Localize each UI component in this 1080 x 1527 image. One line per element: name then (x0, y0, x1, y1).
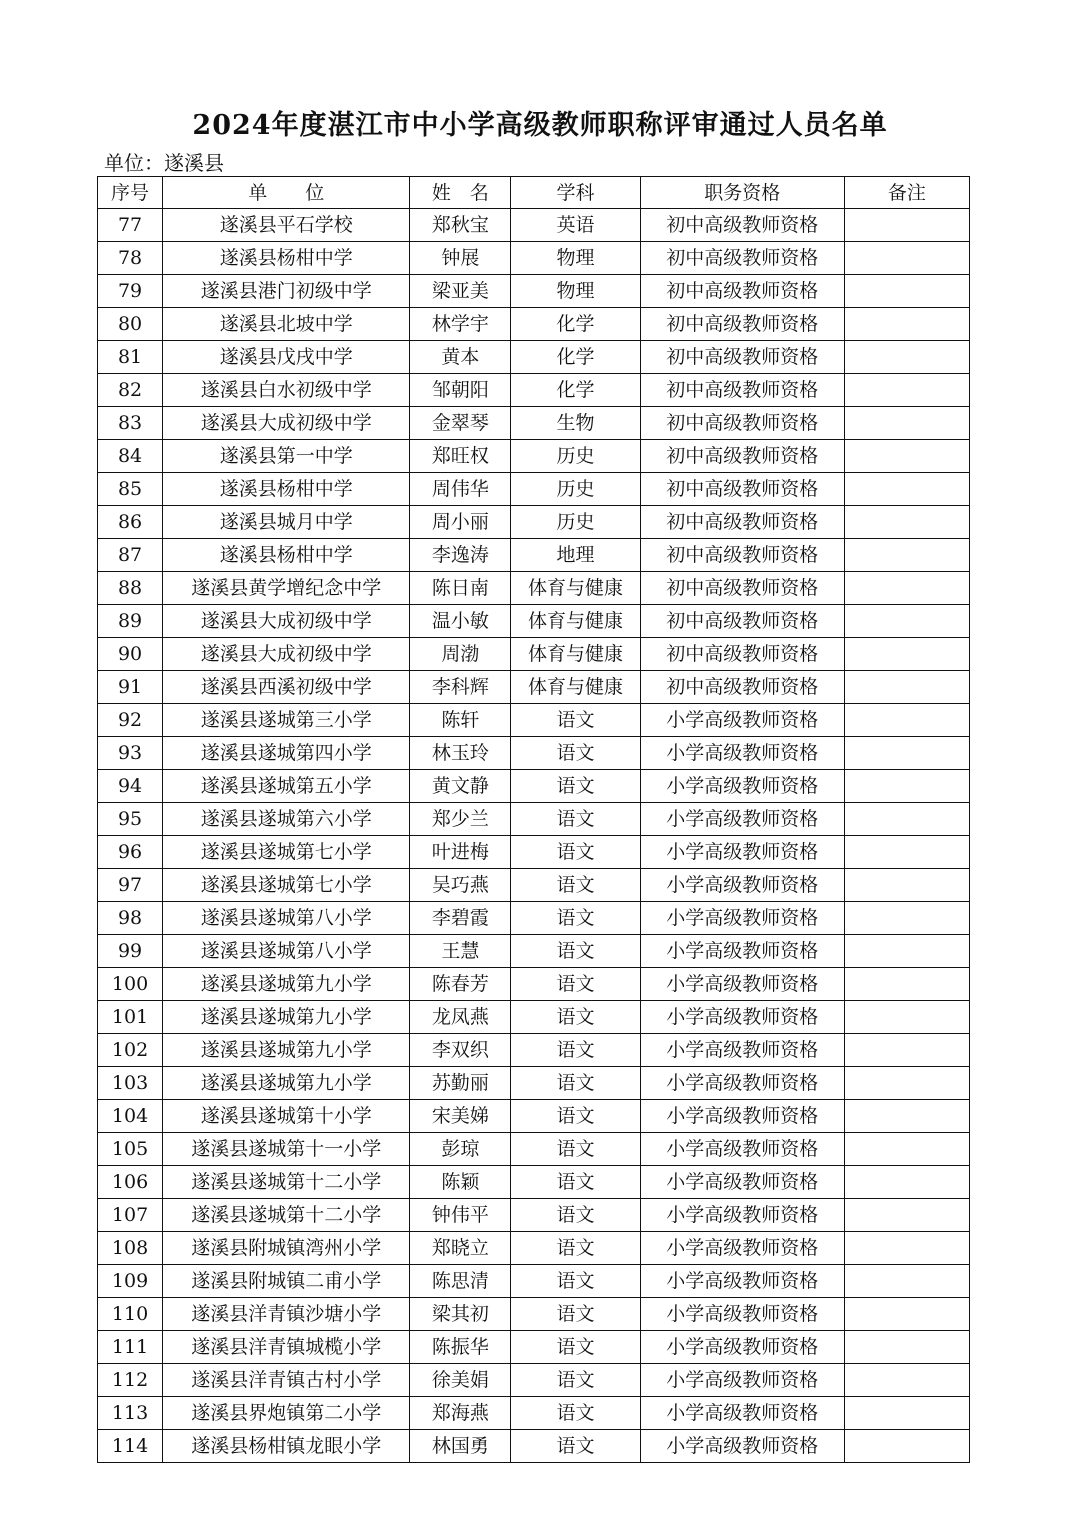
cell-note (844, 1364, 969, 1397)
cell-qualification: 小学高级教师资格 (640, 1199, 844, 1232)
cell-note (844, 1100, 969, 1133)
cell-name: 徐美娟 (410, 1364, 511, 1397)
roster-table (97, 176, 970, 1463)
cell-name: 郑旺权 (410, 440, 511, 473)
cell-no: 100 (98, 968, 163, 1001)
cell-no: 78 (98, 242, 163, 275)
cell-no: 91 (98, 671, 163, 704)
cell-no: 97 (98, 869, 163, 902)
cell-unit: 遂溪县黄学增纪念中学 (163, 572, 410, 605)
unit-label: 单位：遂溪县 (104, 151, 224, 175)
table-row (98, 803, 970, 836)
table-row (98, 341, 970, 374)
cell-no: 84 (98, 440, 163, 473)
cell-note (844, 836, 969, 869)
cell-subject: 地理 (511, 539, 640, 572)
cell-qualification: 小学高级教师资格 (640, 737, 844, 770)
cell-name: 吴巧燕 (410, 869, 511, 902)
cell-name: 陈思清 (410, 1265, 511, 1298)
cell-subject: 语文 (511, 704, 640, 737)
cell-no: 113 (98, 1397, 163, 1430)
cell-unit: 遂溪县遂城第六小学 (163, 803, 410, 836)
cell-unit: 遂溪县大成初级中学 (163, 605, 410, 638)
cell-qualification: 初中高级教师资格 (640, 374, 844, 407)
cell-note (844, 704, 969, 737)
cell-unit: 遂溪县大成初级中学 (163, 638, 410, 671)
cell-subject: 语文 (511, 1001, 640, 1034)
cell-note (844, 572, 969, 605)
cell-subject: 体育与健康 (511, 671, 640, 704)
cell-subject: 化学 (511, 341, 640, 374)
cell-subject: 语文 (511, 1232, 640, 1265)
table-row (98, 1199, 970, 1232)
cell-name: 陈轩 (410, 704, 511, 737)
cell-unit: 遂溪县遂城第七小学 (163, 836, 410, 869)
cell-unit: 遂溪县遂城第九小学 (163, 968, 410, 1001)
cell-unit: 遂溪县城月中学 (163, 506, 410, 539)
table-row (98, 506, 970, 539)
cell-subject: 历史 (511, 506, 640, 539)
table-row (98, 1166, 970, 1199)
table-row (98, 440, 970, 473)
cell-unit: 遂溪县遂城第十二小学 (163, 1199, 410, 1232)
cell-qualification: 小学高级教师资格 (640, 1397, 844, 1430)
cell-unit: 遂溪县遂城第十二小学 (163, 1166, 410, 1199)
header-no: 序号 (98, 177, 163, 209)
cell-qualification: 初中高级教师资格 (640, 242, 844, 275)
cell-qualification: 小学高级教师资格 (640, 1265, 844, 1298)
table-row (98, 374, 970, 407)
table-row (98, 770, 970, 803)
cell-note (844, 671, 969, 704)
cell-note (844, 308, 969, 341)
cell-subject: 体育与健康 (511, 638, 640, 671)
table-row (98, 704, 970, 737)
cell-name: 钟伟平 (410, 1199, 511, 1232)
cell-unit: 遂溪县洋青镇古村小学 (163, 1364, 410, 1397)
cell-name: 李碧霞 (410, 902, 511, 935)
cell-qualification: 小学高级教师资格 (640, 1298, 844, 1331)
table-row (98, 737, 970, 770)
cell-subject: 语文 (511, 1265, 640, 1298)
cell-qualification: 小学高级教师资格 (640, 1133, 844, 1166)
cell-subject: 语文 (511, 770, 640, 803)
table-row (98, 1001, 970, 1034)
cell-note (844, 1430, 969, 1463)
cell-unit: 遂溪县遂城第九小学 (163, 1067, 410, 1100)
cell-subject: 物理 (511, 275, 640, 308)
cell-subject: 化学 (511, 374, 640, 407)
cell-subject: 语文 (511, 1331, 640, 1364)
table-row (98, 1430, 970, 1463)
cell-name: 林国勇 (410, 1430, 511, 1463)
cell-qualification: 小学高级教师资格 (640, 935, 844, 968)
header-subject: 学科 (511, 177, 640, 209)
cell-qualification: 小学高级教师资格 (640, 968, 844, 1001)
cell-subject: 语文 (511, 1166, 640, 1199)
cell-name: 龙凤燕 (410, 1001, 511, 1034)
cell-no: 99 (98, 935, 163, 968)
cell-subject: 化学 (511, 308, 640, 341)
cell-qualification: 初中高级教师资格 (640, 308, 844, 341)
cell-qualification: 小学高级教师资格 (640, 704, 844, 737)
cell-unit: 遂溪县第一中学 (163, 440, 410, 473)
header-unit: 单 位 (163, 177, 410, 209)
table-row (98, 638, 970, 671)
cell-name: 金翠琴 (410, 407, 511, 440)
cell-subject: 语文 (511, 869, 640, 902)
cell-unit: 遂溪县遂城第四小学 (163, 737, 410, 770)
table-row (98, 836, 970, 869)
table-row (98, 1364, 970, 1397)
cell-unit: 遂溪县界炮镇第二小学 (163, 1397, 410, 1430)
cell-no: 96 (98, 836, 163, 869)
cell-unit: 遂溪县遂城第九小学 (163, 1001, 410, 1034)
cell-unit: 遂溪县白水初级中学 (163, 374, 410, 407)
cell-qualification: 初中高级教师资格 (640, 275, 844, 308)
cell-name: 宋美娣 (410, 1100, 511, 1133)
cell-qualification: 初中高级教师资格 (640, 407, 844, 440)
cell-note (844, 473, 969, 506)
cell-subject: 历史 (511, 473, 640, 506)
cell-no: 92 (98, 704, 163, 737)
cell-qualification: 小学高级教师资格 (640, 869, 844, 902)
cell-unit: 遂溪县洋青镇城榄小学 (163, 1331, 410, 1364)
table-row (98, 1100, 970, 1133)
table-row (98, 407, 970, 440)
cell-unit: 遂溪县西溪初级中学 (163, 671, 410, 704)
table-row (98, 539, 970, 572)
table-row (98, 605, 970, 638)
cell-no: 81 (98, 341, 163, 374)
cell-subject: 语文 (511, 902, 640, 935)
header-note: 备注 (844, 177, 969, 209)
cell-unit: 遂溪县遂城第八小学 (163, 902, 410, 935)
cell-unit: 遂溪县洋青镇沙塘小学 (163, 1298, 410, 1331)
cell-qualification: 小学高级教师资格 (640, 902, 844, 935)
header-qualification: 职务资格 (640, 177, 844, 209)
cell-note (844, 803, 969, 836)
cell-name: 苏勤丽 (410, 1067, 511, 1100)
cell-qualification: 初中高级教师资格 (640, 473, 844, 506)
cell-note (844, 869, 969, 902)
cell-note (844, 902, 969, 935)
table-row (98, 1034, 970, 1067)
cell-qualification: 小学高级教师资格 (640, 1034, 844, 1067)
cell-subject: 体育与健康 (511, 605, 640, 638)
cell-unit: 遂溪县遂城第三小学 (163, 704, 410, 737)
table-row (98, 308, 970, 341)
cell-note (844, 539, 969, 572)
cell-unit: 遂溪县北坡中学 (163, 308, 410, 341)
cell-qualification: 小学高级教师资格 (640, 836, 844, 869)
cell-name: 王慧 (410, 935, 511, 968)
cell-name: 梁其初 (410, 1298, 511, 1331)
cell-no: 110 (98, 1298, 163, 1331)
cell-no: 109 (98, 1265, 163, 1298)
cell-unit: 遂溪县戊戌中学 (163, 341, 410, 374)
cell-note (844, 1001, 969, 1034)
cell-subject: 语文 (511, 1430, 640, 1463)
cell-no: 95 (98, 803, 163, 836)
cell-no: 88 (98, 572, 163, 605)
cell-no: 106 (98, 1166, 163, 1199)
cell-no: 104 (98, 1100, 163, 1133)
cell-subject: 生物 (511, 407, 640, 440)
cell-name: 陈春芳 (410, 968, 511, 1001)
cell-subject: 语文 (511, 836, 640, 869)
cell-no: 108 (98, 1232, 163, 1265)
table-row (98, 572, 970, 605)
header-name: 姓 名 (410, 177, 511, 209)
cell-name: 郑秋宝 (410, 209, 511, 242)
cell-unit: 遂溪县杨柑中学 (163, 473, 410, 506)
table-row (98, 968, 970, 1001)
cell-note (844, 242, 969, 275)
table-row (98, 1397, 970, 1430)
cell-qualification: 小学高级教师资格 (640, 1067, 844, 1100)
cell-no: 77 (98, 209, 163, 242)
roster-body (98, 209, 970, 1463)
table-row (98, 209, 970, 242)
cell-name: 李双织 (410, 1034, 511, 1067)
cell-unit: 遂溪县遂城第十小学 (163, 1100, 410, 1133)
cell-no: 101 (98, 1001, 163, 1034)
cell-qualification: 小学高级教师资格 (640, 1430, 844, 1463)
cell-unit: 遂溪县附城镇湾州小学 (163, 1232, 410, 1265)
cell-note (844, 374, 969, 407)
table-row (98, 1298, 970, 1331)
cell-name: 邹朝阳 (410, 374, 511, 407)
cell-subject: 体育与健康 (511, 572, 640, 605)
cell-no: 107 (98, 1199, 163, 1232)
cell-subject: 物理 (511, 242, 640, 275)
cell-name: 梁亚美 (410, 275, 511, 308)
cell-note (844, 1298, 969, 1331)
cell-name: 李科辉 (410, 671, 511, 704)
cell-qualification: 初中高级教师资格 (640, 539, 844, 572)
cell-subject: 语文 (511, 1100, 640, 1133)
table-row (98, 869, 970, 902)
table-row (98, 275, 970, 308)
cell-qualification: 小学高级教师资格 (640, 1166, 844, 1199)
cell-unit: 遂溪县遂城第八小学 (163, 935, 410, 968)
cell-qualification: 初中高级教师资格 (640, 506, 844, 539)
cell-note (844, 638, 969, 671)
cell-unit: 遂溪县杨柑中学 (163, 242, 410, 275)
cell-no: 112 (98, 1364, 163, 1397)
cell-note (844, 341, 969, 374)
table-header-row (98, 177, 970, 209)
cell-note (844, 1133, 969, 1166)
cell-subject: 语文 (511, 1133, 640, 1166)
cell-qualification: 小学高级教师资格 (640, 1232, 844, 1265)
cell-name: 周小丽 (410, 506, 511, 539)
cell-subject: 语文 (511, 1067, 640, 1100)
cell-qualification: 初中高级教师资格 (640, 440, 844, 473)
table-row (98, 902, 970, 935)
cell-qualification: 初中高级教师资格 (640, 572, 844, 605)
cell-name: 周渤 (410, 638, 511, 671)
cell-qualification: 小学高级教师资格 (640, 770, 844, 803)
cell-qualification: 小学高级教师资格 (640, 1100, 844, 1133)
cell-subject: 语文 (511, 803, 640, 836)
cell-subject: 语文 (511, 1397, 640, 1430)
cell-no: 93 (98, 737, 163, 770)
cell-note (844, 440, 969, 473)
cell-name: 郑晓立 (410, 1232, 511, 1265)
cell-qualification: 初中高级教师资格 (640, 671, 844, 704)
cell-no: 83 (98, 407, 163, 440)
cell-no: 90 (98, 638, 163, 671)
cell-subject: 英语 (511, 209, 640, 242)
cell-unit: 遂溪县港门初级中学 (163, 275, 410, 308)
cell-note (844, 737, 969, 770)
cell-note (844, 968, 969, 1001)
table-row (98, 473, 970, 506)
cell-subject: 语文 (511, 935, 640, 968)
cell-qualification: 初中高级教师资格 (640, 341, 844, 374)
cell-qualification: 初中高级教师资格 (640, 209, 844, 242)
cell-note (844, 1265, 969, 1298)
cell-no: 85 (98, 473, 163, 506)
cell-qualification: 小学高级教师资格 (640, 1364, 844, 1397)
table-row (98, 671, 970, 704)
cell-note (844, 1034, 969, 1067)
cell-name: 黄本 (410, 341, 511, 374)
cell-no: 105 (98, 1133, 163, 1166)
cell-note (844, 275, 969, 308)
cell-no: 86 (98, 506, 163, 539)
cell-no: 103 (98, 1067, 163, 1100)
table-row (98, 1232, 970, 1265)
table-row (98, 1331, 970, 1364)
cell-name: 陈振华 (410, 1331, 511, 1364)
cell-qualification: 初中高级教师资格 (640, 605, 844, 638)
cell-unit: 遂溪县遂城第五小学 (163, 770, 410, 803)
cell-note (844, 770, 969, 803)
cell-no: 87 (98, 539, 163, 572)
cell-unit: 遂溪县杨柑中学 (163, 539, 410, 572)
cell-no: 98 (98, 902, 163, 935)
cell-name: 郑少兰 (410, 803, 511, 836)
cell-note (844, 1397, 969, 1430)
document-title: 2024年度湛江市中小学高级教师职称评审通过人员名单 (192, 110, 888, 141)
cell-no: 82 (98, 374, 163, 407)
cell-unit: 遂溪县大成初级中学 (163, 407, 410, 440)
table-row (98, 935, 970, 968)
table-row (98, 242, 970, 275)
cell-no: 89 (98, 605, 163, 638)
cell-unit: 遂溪县遂城第七小学 (163, 869, 410, 902)
cell-unit: 遂溪县平石学校 (163, 209, 410, 242)
cell-unit: 遂溪县附城镇二甫小学 (163, 1265, 410, 1298)
cell-subject: 语文 (511, 1199, 640, 1232)
cell-note (844, 407, 969, 440)
cell-note (844, 605, 969, 638)
cell-name: 郑海燕 (410, 1397, 511, 1430)
cell-name: 彭琼 (410, 1133, 511, 1166)
cell-name: 黄文静 (410, 770, 511, 803)
cell-note (844, 1199, 969, 1232)
cell-note (844, 1232, 969, 1265)
cell-no: 94 (98, 770, 163, 803)
cell-note (844, 1331, 969, 1364)
cell-note (844, 209, 969, 242)
cell-subject: 语文 (511, 968, 640, 1001)
cell-subject: 语文 (511, 737, 640, 770)
cell-subject: 语文 (511, 1298, 640, 1331)
cell-subject: 语文 (511, 1364, 640, 1397)
cell-no: 102 (98, 1034, 163, 1067)
cell-unit: 遂溪县遂城第十一小学 (163, 1133, 410, 1166)
cell-name: 李逸涛 (410, 539, 511, 572)
cell-note (844, 935, 969, 968)
cell-note (844, 1166, 969, 1199)
cell-no: 111 (98, 1331, 163, 1364)
cell-qualification: 小学高级教师资格 (640, 803, 844, 836)
table-row (98, 1067, 970, 1100)
cell-name: 钟展 (410, 242, 511, 275)
cell-no: 79 (98, 275, 163, 308)
table-row (98, 1265, 970, 1298)
cell-name: 周伟华 (410, 473, 511, 506)
cell-no: 114 (98, 1430, 163, 1463)
cell-name: 林玉玲 (410, 737, 511, 770)
cell-note (844, 506, 969, 539)
cell-unit: 遂溪县杨柑镇龙眼小学 (163, 1430, 410, 1463)
cell-subject: 历史 (511, 440, 640, 473)
cell-qualification: 初中高级教师资格 (640, 638, 844, 671)
cell-name: 叶进梅 (410, 836, 511, 869)
table-row (98, 1133, 970, 1166)
cell-name: 温小敏 (410, 605, 511, 638)
cell-subject: 语文 (511, 1034, 640, 1067)
cell-qualification: 小学高级教师资格 (640, 1001, 844, 1034)
cell-name: 陈日南 (410, 572, 511, 605)
cell-qualification: 小学高级教师资格 (640, 1331, 844, 1364)
cell-name: 林学宇 (410, 308, 511, 341)
cell-note (844, 1067, 969, 1100)
cell-name: 陈颖 (410, 1166, 511, 1199)
cell-unit: 遂溪县遂城第九小学 (163, 1034, 410, 1067)
cell-no: 80 (98, 308, 163, 341)
